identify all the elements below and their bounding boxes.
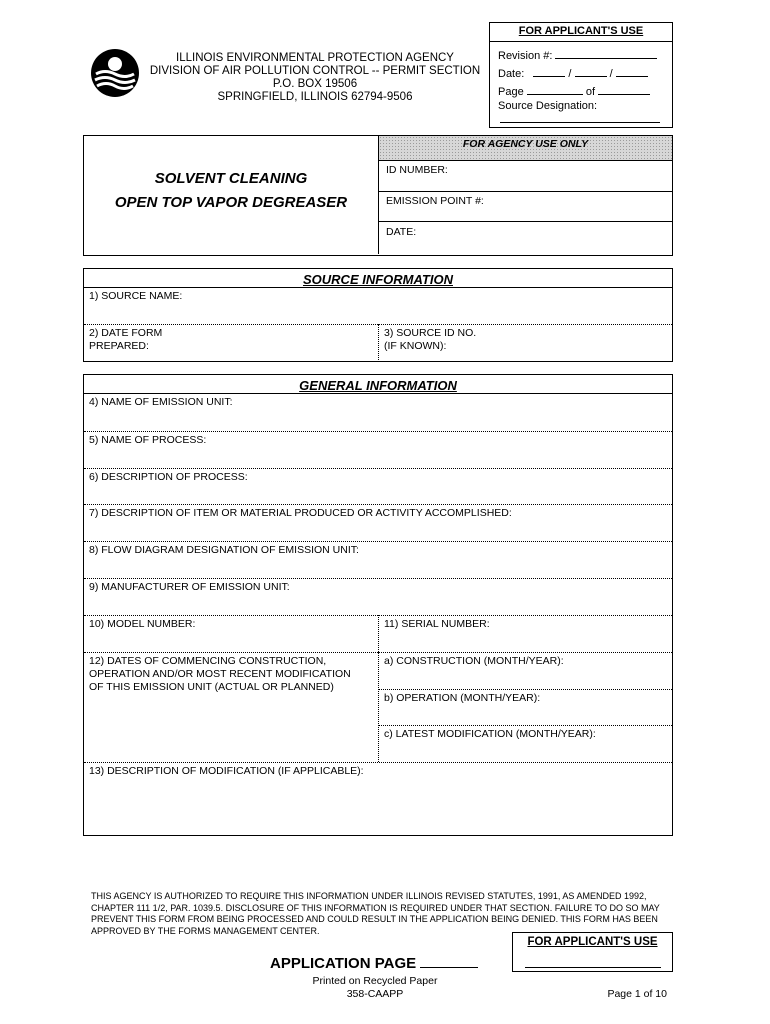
of-label: of: [585, 86, 596, 98]
source-information-title: SOURCE INFORMATION: [303, 272, 453, 287]
page-of-field[interactable]: [498, 83, 650, 99]
general-information-title: GENERAL INFORMATION: [299, 378, 457, 393]
form-code: 358-CAAPP: [346, 988, 404, 1000]
source-designation-line[interactable]: [500, 122, 660, 123]
general-information-section: [83, 374, 673, 836]
flow-diagram-field[interactable]: 8) FLOW DIAGRAM DESIGNATION OF EMISSION UNIT:: [89, 544, 359, 556]
process-name-field[interactable]: 5) NAME OF PROCESS:: [89, 434, 207, 446]
source-name-field[interactable]: 1) SOURCE NAME:: [89, 290, 183, 302]
id-number-field[interactable]: ID NUMBER:: [386, 164, 448, 176]
item-description-field[interactable]: 7) DESCRIPTION OF ITEM OR MATERIAL PRODUCED OR ACTIVITY ACCOMPLISHED:: [89, 507, 512, 519]
operation-date-field[interactable]: b) OPERATION (MONTH/YEAR):: [384, 692, 541, 704]
recycled-paper-note: Printed on Recycled Paper: [312, 975, 438, 987]
form-title-line1: SOLVENT CLEANING: [154, 170, 308, 187]
process-description-field[interactable]: 6) DESCRIPTION OF PROCESS:: [89, 471, 248, 483]
latest-modification-date-field[interactable]: c) LATEST MODIFICATION (MONTH/YEAR):: [384, 728, 596, 740]
source-information-section: [83, 268, 673, 362]
source-id-field[interactable]: 3) SOURCE ID NO. (IF KNOWN):: [384, 327, 477, 352]
applicant-use-footer-line[interactable]: [525, 967, 661, 968]
page-number: Page 1 of 10: [607, 988, 667, 1000]
applicant-use-box: [489, 22, 673, 128]
agency-name: ILLINOIS ENVIRONMENTAL PROTECTION AGENCY: [176, 52, 454, 64]
date-label: Date:: [498, 68, 525, 80]
agency-use-header: [379, 136, 672, 160]
construction-date-field[interactable]: a) CONSTRUCTION (MONTH/YEAR):: [384, 655, 564, 667]
application-page-field[interactable]: [270, 953, 478, 972]
source-designation-label: Source Designation:: [498, 100, 598, 112]
title-agency-box: [83, 135, 673, 256]
agency-date-field[interactable]: DATE:: [386, 226, 417, 238]
agency-use-title: FOR AGENCY USE ONLY: [462, 138, 589, 150]
page-label: Page: [498, 86, 524, 98]
date-form-prepared-field[interactable]: 2) DATE FORM PREPARED:: [89, 327, 163, 352]
agency-header: [140, 52, 490, 104]
date-field[interactable]: Date: / /: [498, 65, 648, 81]
city-address: SPRINGFIELD, ILLINOIS 62794-9506: [217, 91, 413, 103]
revision-field[interactable]: [498, 47, 657, 63]
application-page-label: APPLICATION PAGE: [270, 955, 417, 972]
division-name: DIVISION OF AIR POLLUTION CONTROL -- PERMIT SECTION: [149, 65, 481, 77]
applicant-use-footer-box: [512, 932, 673, 972]
manufacturer-field[interactable]: 9) MANUFACTURER OF EMISSION UNIT:: [89, 581, 290, 593]
emission-point-field[interactable]: EMISSION POINT #:: [386, 195, 484, 207]
agency-logo-icon: [90, 48, 140, 98]
form-title-line2: OPEN TOP VAPOR DEGREASER: [114, 194, 348, 211]
modification-description-field[interactable]: 13) DESCRIPTION OF MODIFICATION (IF APPLICABLE):: [89, 765, 364, 777]
serial-number-field[interactable]: 11) SERIAL NUMBER:: [384, 618, 490, 630]
model-number-field[interactable]: 10) MODEL NUMBER:: [89, 618, 196, 630]
applicant-use-title: FOR APPLICANT'S USE: [518, 25, 644, 37]
revision-label: Revision #:: [498, 50, 553, 62]
applicant-use-footer-title: FOR APPLICANT'S USE: [527, 936, 658, 948]
authorization-notice: THIS AGENCY IS AUTHORIZED TO REQUIRE THIS INFORMATION UNDER ILLINOIS REVISED STATUTES, 1991, AS AMENDED 1992, CHAPTER 111 1/2, PAR. 1039.5. DISCLOSURE OF THIS INFORMATION IS REQUIRED UNDER THAT SECTION. FAILURE TO DO SO MAY PREVENT THIS FORM FROM BEING PROCESSED AND COULD RESULT IN THE APPLICATION BEING DENIED. THIS FORM HAS BEEN APPROVED BY THE FORMS MANAGEMENT CENTER.: [91, 891, 660, 936]
emission-unit-name-field[interactable]: 4) NAME OF EMISSION UNIT:: [89, 396, 233, 408]
commencing-dates-label: 12) DATES OF COMMENCING CONSTRUCTION, OPERATION AND/OR MOST RECENT MODIFICATION OF THIS EMISSION UNIT (ACTUAL OR PLANNED): [89, 655, 351, 693]
po-box: P.O. BOX 19506: [272, 78, 358, 90]
